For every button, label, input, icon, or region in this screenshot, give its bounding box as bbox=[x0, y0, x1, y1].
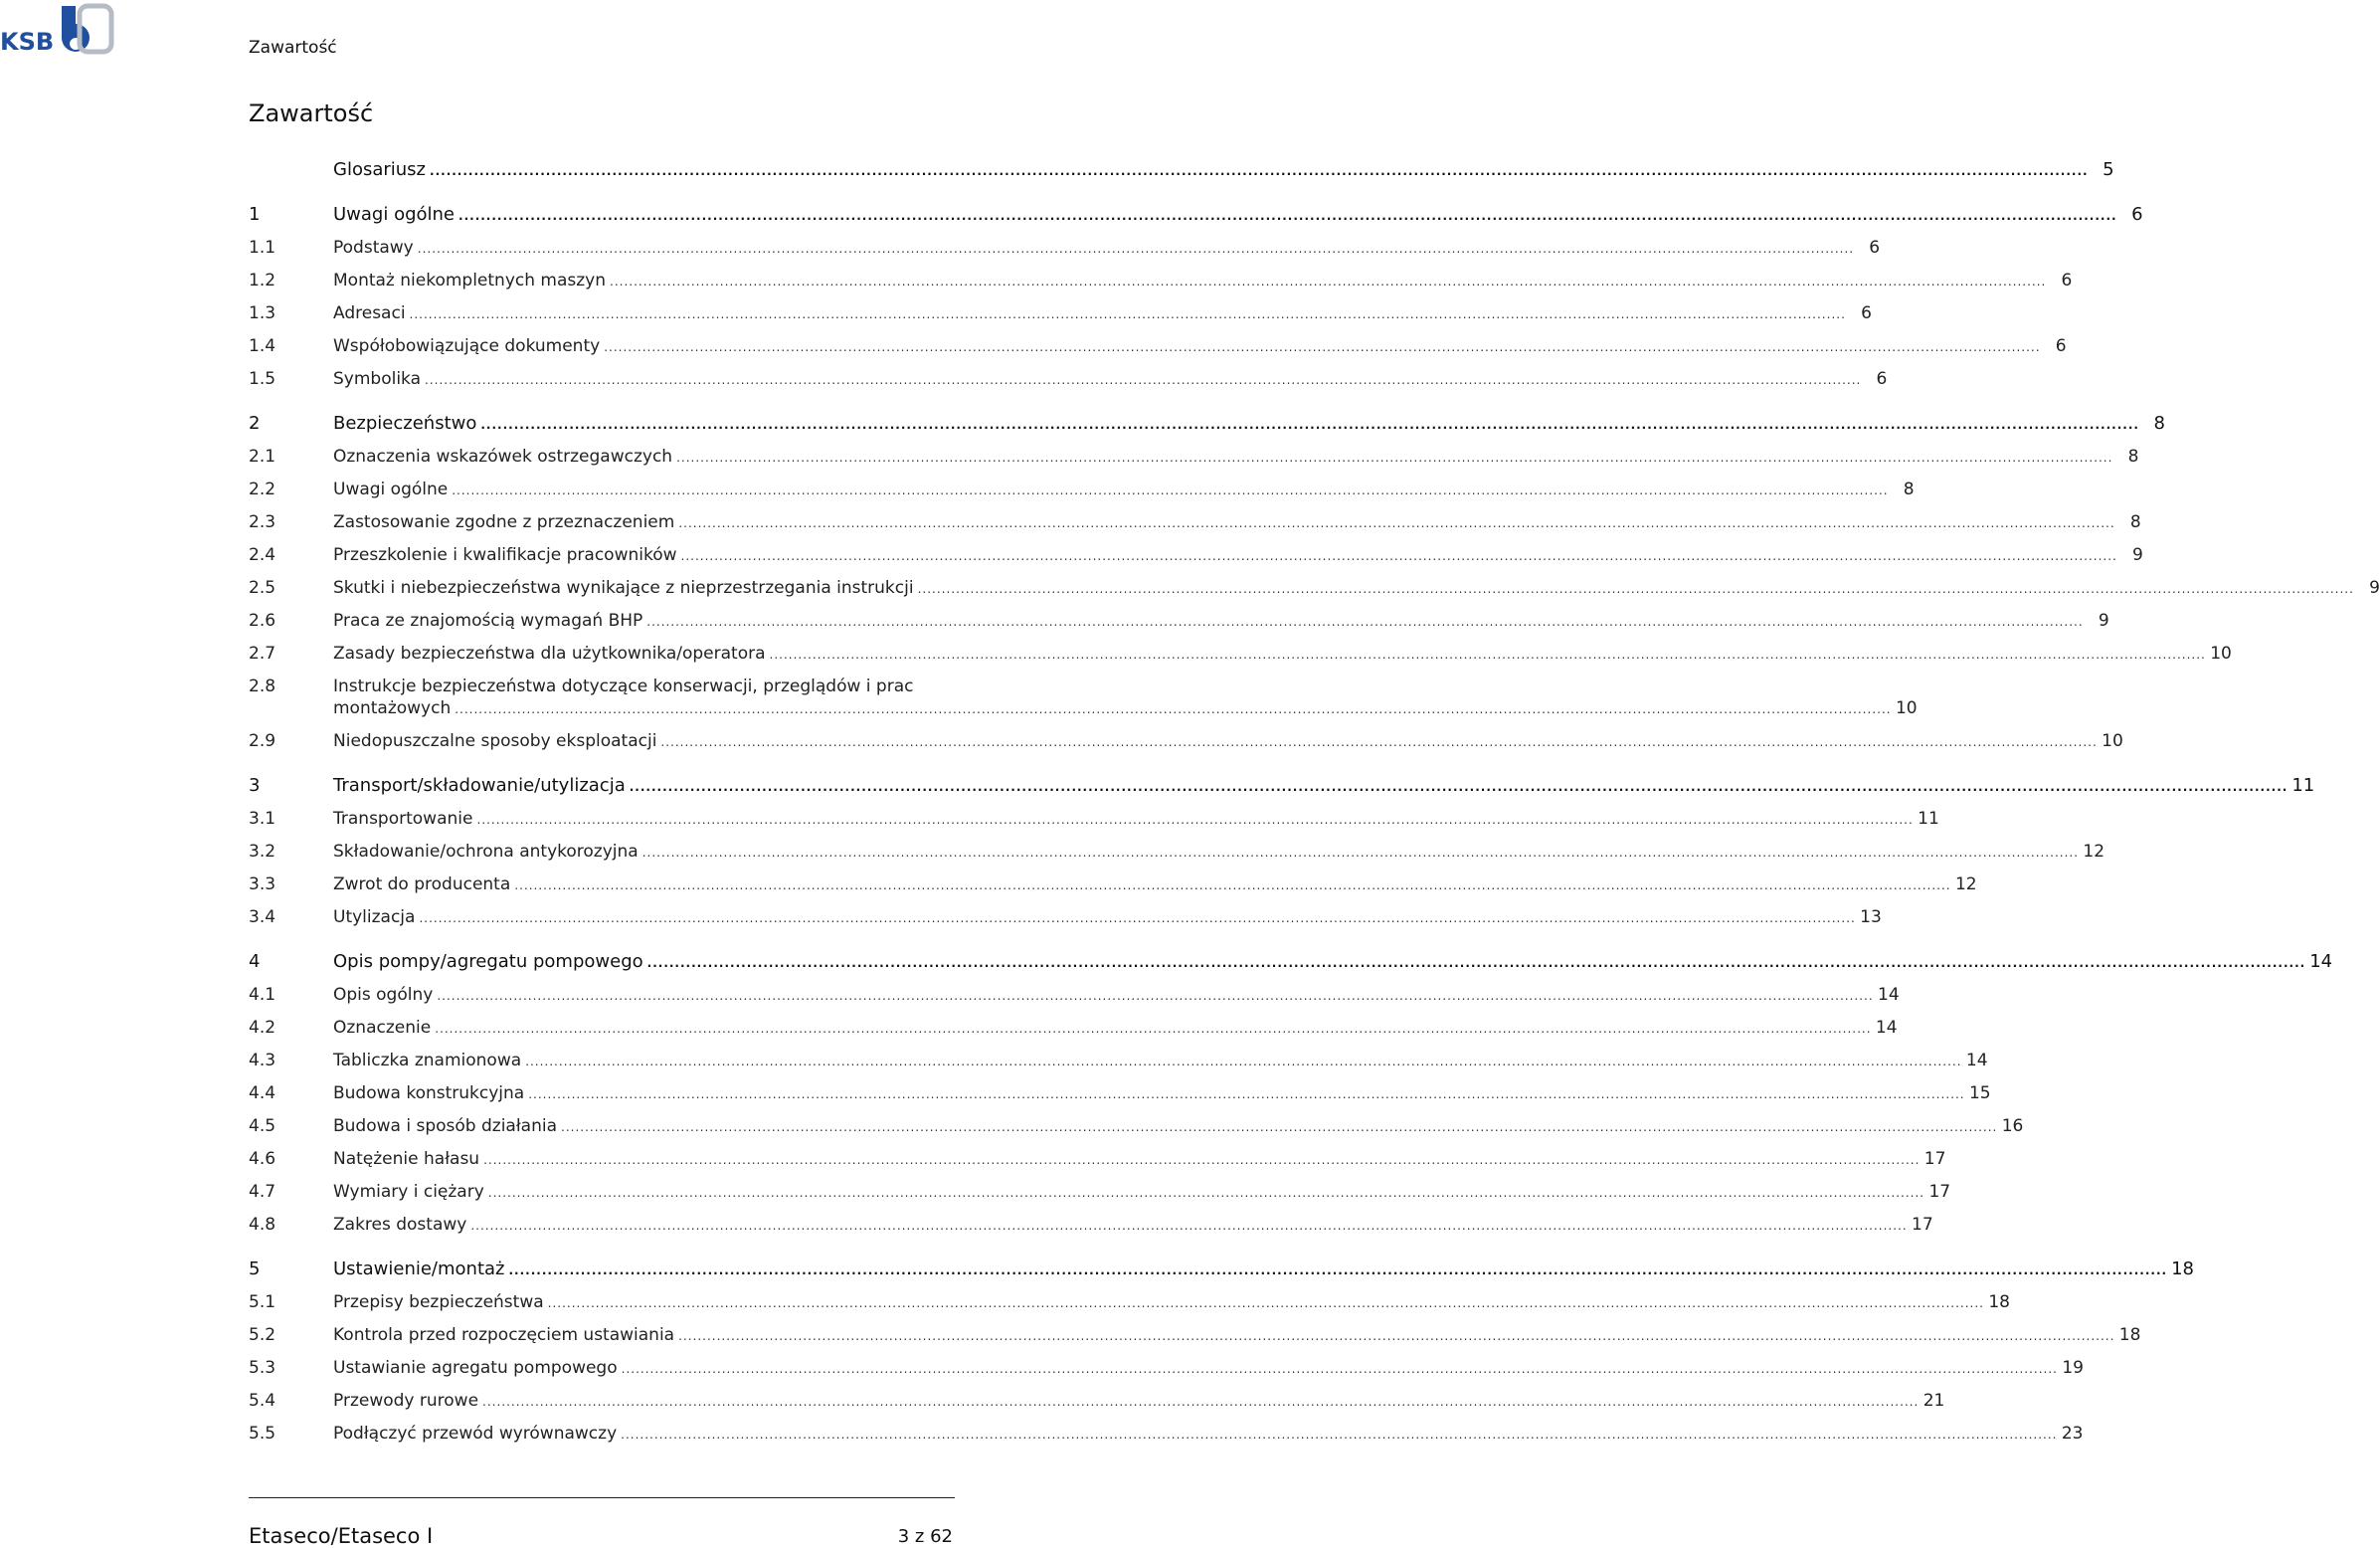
toc-leader-dots: ............................................................................................................................................................................................................................................................................................................ bbox=[409, 307, 1846, 321]
toc-title: Zastosowanie zgodne z przeznaczeniem bbox=[333, 512, 675, 532]
toc-number: 1.3 bbox=[249, 303, 276, 323]
toc-number: 4.8 bbox=[249, 1215, 276, 1235]
toc-leader-dots: ............................................................................................................................................................................................................................................................................................................ bbox=[610, 275, 2047, 289]
toc-entry bbox=[333, 676, 1918, 720]
toc-number: 2.7 bbox=[249, 644, 276, 664]
toc-page-number: 10 bbox=[1895, 698, 1918, 718]
toc-entry bbox=[333, 1115, 2024, 1138]
toc-title: Kontrola przed rozpoczęciem ustawiania bbox=[333, 1325, 675, 1345]
logo-wordmark: KSB bbox=[0, 28, 55, 56]
toc-entry bbox=[333, 1214, 1933, 1237]
toc-title: Tabliczka znamionowa bbox=[333, 1051, 522, 1070]
toc-leader-dots: ............................................................................................................................................................................................................................................................................................................ bbox=[452, 484, 1889, 497]
toc-entry bbox=[333, 643, 2232, 666]
toc-title: Zwrot do producenta bbox=[333, 874, 511, 894]
toc-number: 2 bbox=[249, 413, 261, 434]
toc-title: Praca ze znajomością wymagań BHP bbox=[333, 611, 643, 631]
toc-entry bbox=[333, 302, 1872, 325]
toc-leader-dots: ............................................................................................................................................................................................................................................................................................................ bbox=[425, 373, 1862, 387]
toc-number: 2.9 bbox=[249, 731, 276, 751]
toc-entry bbox=[333, 841, 2105, 864]
toc-leader-dots: ............................................................................................................................................................................................................................................................................................................ bbox=[678, 1329, 2115, 1343]
toc-page-number: 17 bbox=[1923, 1149, 1946, 1169]
toc-title: Budowa konstrukcyjna bbox=[333, 1083, 525, 1103]
toc-number: 4.5 bbox=[249, 1116, 276, 1136]
toc-title: Przeszkolenie i kwalifikacje pracowników bbox=[333, 545, 677, 565]
toc-entry bbox=[333, 1423, 2084, 1446]
toc-title: Budowa i sposób działania bbox=[333, 1116, 558, 1136]
toc-number: 4.3 bbox=[249, 1051, 276, 1070]
toc-leader-dots: ............................................................................................................................................................................................................................................................................................................ bbox=[646, 956, 2306, 970]
toc-title: Bezpieczeństwo bbox=[333, 413, 477, 434]
toc-leader-dots: ............................................................................................................................................................................................................................................................................................................ bbox=[435, 1022, 1872, 1036]
toc-number: 3.3 bbox=[249, 874, 276, 894]
toc-page-number: 6 bbox=[2131, 204, 2143, 225]
toc-entry bbox=[333, 1181, 1951, 1204]
toc-page-number: 10 bbox=[2210, 644, 2232, 664]
toc-entry bbox=[333, 1148, 1946, 1171]
toc-title: Podłączyć przewód wyrównawczy bbox=[333, 1424, 618, 1444]
toc-page-number: 14 bbox=[2309, 951, 2333, 972]
toc-leader-dots: ............................................................................................................................................................................................................................................................................................................ bbox=[482, 1395, 1920, 1409]
toc-page-number: 6 bbox=[2055, 336, 2067, 356]
toc-page-number: 8 bbox=[1903, 480, 1915, 499]
toc-number: 1.4 bbox=[249, 336, 276, 356]
toc-number: 2.4 bbox=[249, 545, 276, 565]
toc-page-number: 17 bbox=[1928, 1182, 1951, 1202]
toc-title: Transport/składowanie/utylizacja bbox=[333, 775, 626, 796]
toc-entry bbox=[333, 159, 2114, 182]
toc-leader-dots: ............................................................................................................................................................................................................................................................................................................ bbox=[430, 164, 2089, 178]
toc-entry bbox=[333, 479, 1915, 501]
toc-page-number: 23 bbox=[2061, 1424, 2084, 1444]
toc-number: 4.2 bbox=[249, 1018, 276, 1038]
toc-entry bbox=[333, 1390, 1945, 1413]
toc-number: 3.4 bbox=[249, 907, 276, 927]
toc-number: 2.6 bbox=[249, 611, 276, 631]
toc-title: Oznaczenie bbox=[333, 1018, 432, 1038]
toc-title: Ustawianie agregatu pompowego bbox=[333, 1358, 618, 1378]
toc-leader-dots: ............................................................................................................................................................................................................................................................................................................ bbox=[561, 1120, 1998, 1134]
toc-leader-dots: ............................................................................................................................................................................................................................................................................................................ bbox=[621, 1428, 2058, 1442]
toc-entry bbox=[333, 1017, 1898, 1040]
toc-number: 2.3 bbox=[249, 512, 276, 532]
toc-entry bbox=[333, 413, 2165, 436]
toc-title: Przepisy bezpieczeństwa bbox=[333, 1292, 544, 1312]
toc-page-number: 6 bbox=[1861, 303, 1872, 323]
running-header: Zawartość bbox=[249, 38, 337, 58]
toc-page-number: 14 bbox=[1878, 985, 1900, 1005]
toc-title: Zasady bezpieczeństwa dla użytkownika/operatora bbox=[333, 644, 766, 664]
toc-page-number: 18 bbox=[2171, 1258, 2194, 1279]
toc-number: 5.3 bbox=[249, 1358, 276, 1378]
toc-page-number: 6 bbox=[1876, 369, 1888, 389]
toc-number: 2.8 bbox=[249, 677, 276, 696]
toc-number: 5.2 bbox=[249, 1325, 276, 1345]
toc-page-number: 19 bbox=[2062, 1358, 2084, 1378]
toc-page-number: 13 bbox=[1860, 907, 1882, 927]
toc-title: Instrukcje bezpieczeństwa dotyczące konserwacji, przeglądów i prac bbox=[333, 677, 914, 696]
toc-leader-dots: ............................................................................................................................................................................................................................................................................................................ bbox=[604, 340, 2041, 354]
toc-leader-dots: ............................................................................................................................................................................................................................................................................................................ bbox=[419, 911, 1856, 925]
toc-page-number: 18 bbox=[2118, 1325, 2141, 1345]
toc-leader-dots: ............................................................................................................................................................................................................................................................................................................ bbox=[417, 242, 1855, 256]
toc-number: 4.4 bbox=[249, 1083, 276, 1103]
toc-leader-dots: ............................................................................................................................................................................................................................................................................................................ bbox=[525, 1055, 1962, 1068]
toc-leader-dots: ............................................................................................................................................................................................................................................................................................................ bbox=[769, 648, 2206, 662]
toc-entry bbox=[333, 577, 2380, 600]
toc-title-continued: montażowych bbox=[333, 698, 452, 718]
toc-leader-dots: ............................................................................................................................................................................................................................................................................................................ bbox=[487, 1186, 1925, 1200]
toc-leader-dots: ............................................................................................................................................................................................................................................................................................................ bbox=[678, 516, 2115, 530]
toc-entry bbox=[333, 511, 2141, 534]
toc-title: Symbolika bbox=[333, 369, 422, 389]
toc-entry bbox=[333, 237, 1881, 260]
toc-page-number: 16 bbox=[2001, 1116, 2024, 1136]
toc-number: 3.2 bbox=[249, 842, 276, 862]
toc-entry bbox=[333, 951, 2333, 974]
toc-entry bbox=[333, 1324, 2141, 1347]
toc-page-number: 12 bbox=[1954, 874, 1977, 894]
toc-entry bbox=[333, 1050, 1988, 1072]
toc-number: 4.1 bbox=[249, 985, 276, 1005]
toc-entry bbox=[333, 610, 2109, 633]
toc-title: Natężenie hałasu bbox=[333, 1149, 480, 1169]
toc-leader-dots: ............................................................................................................................................................................................................................................................................................................ bbox=[476, 813, 1914, 827]
toc-title: Składowanie/ochrona antykorozyjna bbox=[333, 842, 639, 862]
toc-page-number: 5 bbox=[2103, 159, 2114, 180]
toc-leader-dots: ............................................................................................................................................................................................................................................................................................................ bbox=[547, 1296, 1984, 1310]
toc-entry bbox=[333, 1357, 2084, 1380]
toc-entry bbox=[333, 730, 2123, 753]
toc-page-number: 10 bbox=[2102, 731, 2123, 751]
toc-leader-dots: ............................................................................................................................................................................................................................................................................................................ bbox=[437, 989, 1874, 1003]
toc-number: 5.5 bbox=[249, 1424, 276, 1444]
toc-title: Glosariusz bbox=[333, 159, 427, 180]
toc-leader-dots: ............................................................................................................................................................................................................................................................................................................ bbox=[660, 735, 2098, 749]
toc-entry bbox=[333, 335, 2067, 358]
toc-number: 5.1 bbox=[249, 1292, 276, 1312]
toc-entry bbox=[333, 544, 2143, 567]
toc-entry bbox=[333, 270, 2073, 292]
toc-title: Opis pompy/agregatu pompowego bbox=[333, 951, 643, 972]
toc-entry bbox=[333, 984, 1900, 1007]
toc-title: Uwagi ogólne bbox=[333, 204, 456, 225]
toc-title: Utylizacja bbox=[333, 907, 416, 927]
toc-page-number: 17 bbox=[1912, 1215, 1933, 1235]
toc-title: Niedopuszczalne sposoby eksploatacji bbox=[333, 731, 657, 751]
toc-page-number: 18 bbox=[1988, 1292, 2010, 1312]
toc-leader-dots: ............................................................................................................................................................................................................................................................................................................ bbox=[676, 451, 2113, 465]
toc-leader-dots: ............................................................................................................................................................................................................................................................................................................ bbox=[646, 615, 2084, 629]
toc-leader-dots: ............................................................................................................................................................................................................................................................................................................ bbox=[483, 1153, 1921, 1167]
footer-page-indicator: 3 z 62 bbox=[897, 1526, 953, 1547]
toc-leader-dots: ............................................................................................................................................................................................................................................................................................................ bbox=[621, 1362, 2058, 1376]
toc-page-number: 21 bbox=[1922, 1391, 1945, 1411]
toc-page-number: 8 bbox=[2153, 413, 2165, 434]
toc-number: 2.2 bbox=[249, 480, 276, 499]
toc-title: Oznaczenia wskazówek ostrzegawczych bbox=[333, 447, 673, 467]
toc-number: 4 bbox=[249, 951, 261, 972]
toc-number: 3.1 bbox=[249, 809, 276, 829]
toc-title: Skutki i niebezpieczeństwa wynikające z nieprzestrzegania instrukcji bbox=[333, 578, 914, 598]
toc-leader-dots: ............................................................................................................................................................................................................................................................................................................ bbox=[629, 780, 2288, 794]
toc-entry bbox=[333, 368, 1888, 391]
toc-title: Montaż niekompletnych maszyn bbox=[333, 271, 607, 290]
toc-page-number: 8 bbox=[2129, 512, 2141, 532]
toc-entry bbox=[333, 873, 1977, 896]
toc-number: 1.2 bbox=[249, 271, 276, 290]
toc-page-number: 6 bbox=[2061, 271, 2073, 290]
toc-page-number: 15 bbox=[1968, 1083, 1991, 1103]
toc-entry bbox=[333, 906, 1882, 929]
toc-leader-dots: ............................................................................................................................................................................................................................................................................................................ bbox=[917, 582, 2354, 596]
toc-leader-dots: ............................................................................................................................................................................................................................................................................................................ bbox=[528, 1087, 1965, 1101]
toc-entry bbox=[333, 1258, 2194, 1281]
toc-entry bbox=[333, 1291, 2010, 1314]
toc-number: 5 bbox=[249, 1258, 261, 1279]
toc-leader-dots: ............................................................................................................................................................................................................................................................................................................ bbox=[480, 418, 2139, 432]
toc-page-number: 11 bbox=[1918, 809, 1939, 829]
toc-number: 2.1 bbox=[249, 447, 276, 467]
toc-number: 2.5 bbox=[249, 578, 276, 598]
toc-title: Współobowiązujące dokumenty bbox=[333, 336, 601, 356]
toc-title: Transportowanie bbox=[333, 809, 473, 829]
toc-number: 4.7 bbox=[249, 1182, 276, 1202]
toc-leader-dots: ............................................................................................................................................................................................................................................................................................................ bbox=[680, 549, 2117, 563]
toc-title: Uwagi ogólne bbox=[333, 480, 449, 499]
toc-page-number: 9 bbox=[2369, 578, 2380, 598]
toc-page-number: 14 bbox=[1965, 1051, 1988, 1070]
toc-leader-dots: ............................................................................................................................................................................................................................................................................................................ bbox=[458, 209, 2117, 223]
toc-leader-dots: ............................................................................................................................................................................................................................................................................................................ bbox=[641, 846, 2080, 860]
toc-title: Zakres dostawy bbox=[333, 1215, 467, 1235]
toc-title: Adresaci bbox=[333, 303, 406, 323]
toc-page-number: 11 bbox=[2291, 775, 2315, 796]
toc-title: Opis ogólny bbox=[333, 985, 434, 1005]
toc-entry bbox=[333, 775, 2315, 798]
toc-leader-dots: ............................................................................................................................................................................................................................................................................................................ bbox=[455, 702, 1892, 716]
footer-product: Etaseco/Etaseco I bbox=[249, 1524, 434, 1548]
toc-title: Wymiary i ciężary bbox=[333, 1182, 484, 1202]
toc-page-number: 12 bbox=[2083, 842, 2105, 862]
toc-page-number: 9 bbox=[2132, 545, 2143, 565]
toc-entry bbox=[333, 808, 1939, 831]
toc-entry bbox=[333, 1082, 1991, 1105]
toc-leader-dots: ............................................................................................................................................................................................................................................................................................................ bbox=[508, 1263, 2168, 1277]
toc-number: 1 bbox=[249, 204, 261, 225]
toc-number: 1.5 bbox=[249, 369, 276, 389]
toc-leader-dots: ............................................................................................................................................................................................................................................................................................................ bbox=[470, 1219, 1908, 1233]
toc-page-number: 6 bbox=[1869, 238, 1881, 258]
toc-number: 5.4 bbox=[249, 1391, 276, 1411]
toc-title: Podstawy bbox=[333, 238, 414, 258]
toc-entry bbox=[333, 446, 2139, 469]
toc-number: 4.6 bbox=[249, 1149, 276, 1169]
toc-number: 3 bbox=[249, 775, 261, 796]
toc-title: Przewody rurowe bbox=[333, 1391, 479, 1411]
footer-divider bbox=[249, 1497, 955, 1498]
toc-title: Ustawienie/montaż bbox=[333, 1258, 505, 1279]
toc-page-number: 8 bbox=[2127, 447, 2139, 467]
toc-page-number: 9 bbox=[2098, 611, 2109, 631]
ksb-logo bbox=[0, 4, 114, 54]
toc-entry bbox=[333, 204, 2143, 227]
toc-page-number: 14 bbox=[1875, 1018, 1898, 1038]
page-title: Zawartość bbox=[249, 99, 374, 127]
toc-leader-dots: ............................................................................................................................................................................................................................................................................................................ bbox=[514, 878, 1951, 892]
toc-number: 1.1 bbox=[249, 238, 276, 258]
